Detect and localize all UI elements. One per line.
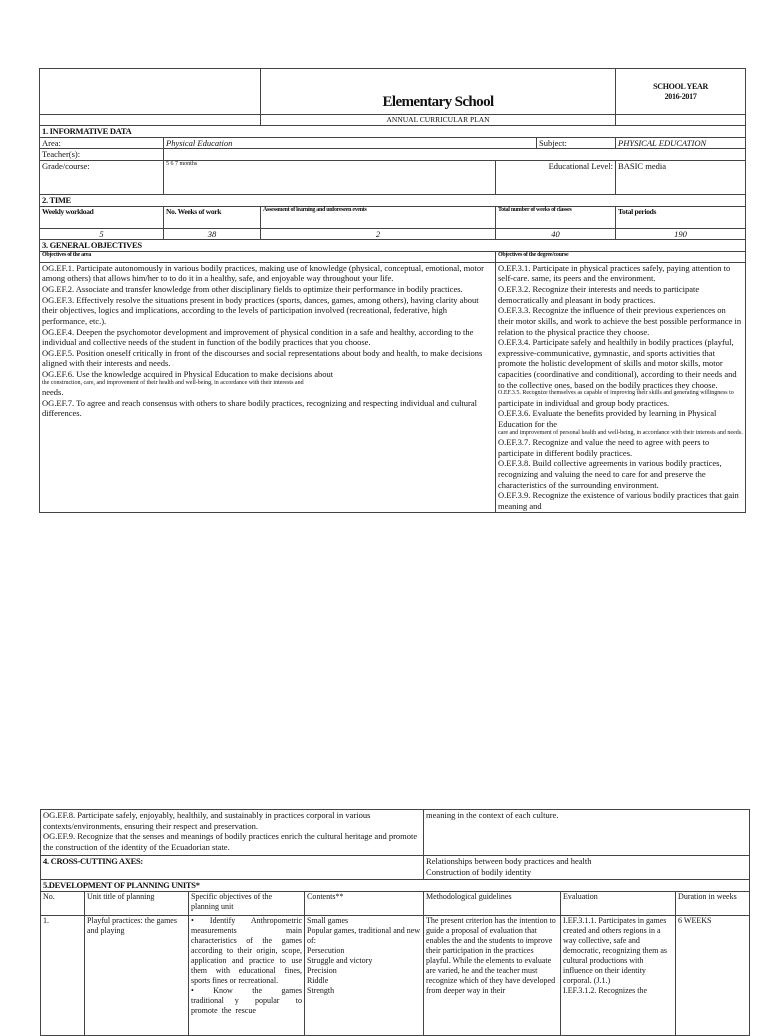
curricular-plan-continued: [40, 809, 750, 1036]
axis-item: Construction of bodily identity: [426, 866, 532, 877]
plan-title: ANNUAL CURRICULAR PLAN: [261, 115, 616, 126]
teacher-label: Teacher(s):: [40, 149, 164, 161]
course-objectives-header: Objectives of the degree/course: [496, 251, 746, 262]
dev-header-evaluation: Evaluation: [561, 891, 676, 915]
time-value-assessment: 2: [261, 228, 496, 240]
course-objective: O.EF.3.8. Build collective agreements in various bodily practices, recognizing and valuing the need to care for and preserve the characteristics of the surrounding environment.: [498, 458, 722, 490]
logo-cell: [40, 69, 261, 115]
cross-cutting-axes-list: [424, 856, 750, 880]
unit-duration: 6 WEEKS: [676, 915, 750, 1035]
time-title: 2. TIME: [40, 194, 746, 206]
course-objectives-list: [496, 262, 746, 512]
area-label: Area:: [40, 137, 164, 149]
area-objective: the construction, care, and improvement of their health and well-being, in accordance with their interests and: [42, 379, 304, 386]
dev-header-no: No.: [41, 891, 85, 915]
time-value-weekly: 5: [40, 228, 164, 240]
dev-header-guidelines: Methodological guidelines: [424, 891, 561, 915]
school-name: Elementary School: [261, 69, 616, 115]
area-objectives-header: Objectives of the area: [40, 251, 496, 262]
course-objective: O.EF.3.7. Recognize and value the need to agree with peers to participate in different bodily practices.: [498, 437, 710, 458]
time-value-total-weeks: 40: [496, 228, 616, 240]
area-objectives-list: [40, 262, 496, 512]
dev-header-objectives: Specific objectives of the planning unit: [189, 891, 305, 915]
time-header-weeks: No. Weeks of work: [164, 206, 261, 228]
time-value-weeks: 38: [164, 228, 261, 240]
time-header-periods: Total periods: [616, 206, 746, 228]
area-value: Physical Education: [164, 137, 537, 149]
curricular-plan-table: [39, 68, 746, 513]
content-item: Strength: [307, 985, 335, 995]
area-objective: OG.EF.4. Deepen the psychomotor development and improvement of physical condition in a safe and healthy, according to the individual and collective needs of the student in function of the bodily practices that you choose.: [42, 326, 474, 348]
unit-objectives: • Identify Anthropometric measurements main characteristics of the games according to their origin, scope, application and practice to use them with educational fines, sports fines or recreational. • Know the games traditional y popular to promote the rescue: [189, 915, 305, 1035]
subject-label: Subject:: [537, 137, 616, 149]
teacher-value: [164, 149, 746, 161]
course-objective: O.EF.3.9. Recognize the existence of various bodily practices that gain meaning and: [498, 490, 739, 511]
area-objective: OG.EF.3. Effectively resolve the situations present in body practices (sports, dances, games, among others), having clarity about their objectives, logics and implications, according to the levels of participation involved (recreational, federative, high performance, etc.).: [42, 294, 479, 326]
course-objective: meaning in the context of each culture.: [426, 810, 559, 820]
area-objective: OG.EF.8. Participate safely, enjoyably, healthily, and sustainably in practices corporal in various contexts/environments, ensuring their respect and preservation.: [43, 810, 371, 831]
unit-number: 1.: [41, 915, 85, 1035]
school-year: SCHOOL YEAR 2016-2017: [616, 69, 746, 115]
course-objective: care and improvement of personal health and well-being, in accordance with their interests and needs.: [498, 429, 743, 436]
document-page-2: [0, 808, 768, 1024]
course-objectives-continued: [424, 810, 750, 856]
subject-value: PHYSICAL EDUCATION: [616, 137, 746, 149]
grade-value: 5 6 7 months: [164, 160, 496, 194]
content-item: Struggle and victory: [307, 955, 373, 965]
time-header-total-weeks: Total number of weeks of classes: [496, 206, 616, 228]
informative-data-title: 1. INFORMATIVE DATA: [40, 126, 746, 138]
course-objective: O.EF.3.2. Recognize their interests and needs to participate democratically and pleasant in body practices.: [498, 284, 700, 305]
area-objective: OG.EF.6. Use the knowledge acquired in Physical Education to make decisions about: [42, 369, 334, 379]
dev-header-title: Unit title of planning: [85, 891, 189, 915]
area-objective: needs.: [42, 387, 64, 398]
content-item: Riddle: [307, 975, 329, 985]
content-item: Precision: [307, 965, 337, 975]
objectives-title: 3. GENERAL OBJECTIVES: [40, 240, 746, 252]
course-objective: O.EF.3.1. Participate in physical practices safely, paying attention to self-care. same, its peers and the environment.: [498, 262, 731, 284]
course-objective: O.EF.3.5. Recognize themselves as capable of improving their skills and generating willingness to: [498, 390, 734, 397]
document-page-1: [0, 0, 768, 511]
area-objective: OG.EF.5. Position oneself critically in front of the discourses and social representations about body and health, to make decisions aligned with their interests and needs.: [42, 347, 483, 369]
area-objective: OG.EF.7. To agree and reach consensus with others to share bodily practices, recognizing and respecting individual and cultural differences.: [42, 397, 478, 419]
area-objective: OG.EF.1. Participate autonomously in various bodily practices, making use of knowledge (physical, conceptual, emotional, motor among others) that allows him/her to to do it in a healthy, safe, and enjoyable way throughout your life.: [42, 262, 484, 284]
course-objective: O.EF.3.6. Evaluate the benefits provided by learning in Physical Education for the: [498, 408, 717, 429]
level-label: Educational Level:: [496, 160, 616, 194]
time-header-assessment: Assessment of learning and unforeseen events: [261, 206, 496, 228]
unit-evaluation: I.EF.3.1.1. Participates in games created and others regions in a way collective, safe and democratic, recognizing them as cultural productions with influence on their identity corporal. (J.1.) I.EF.3.1.2. Recognizes the: [561, 915, 676, 1035]
level-value: BASIC media: [616, 160, 746, 194]
axis-item: Relationships between body practices and health: [426, 856, 592, 866]
area-objective: OG.EF.9. Recognize that the senses and meanings of bodily practices enrich the cultural heritage and promote the construction of the identity of the Ecuadorian state.: [43, 831, 418, 852]
content-item: Persecution: [307, 945, 345, 955]
development-title: 5.DEVELOPMENT OF PLANNING UNITS*: [41, 880, 750, 892]
dev-header-duration: Duration in weeks: [676, 891, 750, 915]
time-header-weekly: Weekly workload: [40, 206, 164, 228]
grade-label: Grade/course:: [40, 160, 164, 194]
course-objective: O.EF.3.4. Participate safely and healthily in bodily practices (playful, expressive-communicative, gymnastic, and sports activities that promote the holistic development of skills and motor skills, motor capacities (coordinative and conditional), according to their needs and to the collective ones, based on the bodily practices they choose.: [498, 337, 737, 390]
unit-title: Playful practices: the games and playing: [85, 915, 189, 1035]
content-item: Small games: [307, 915, 349, 925]
area-objectives-continued: [41, 810, 424, 856]
course-objective: O.EF.3.3. Recognize the influence of their previous experiences on their motor skills, and work to achieve the best possible performance in relation to the physical practice they choose.: [498, 305, 742, 337]
content-item: Popular games, traditional and new of:: [307, 925, 421, 945]
area-objective: OG.EF.2. Associate and transfer knowledge from other disciplinary fields to optimize their performance in bodily practices.: [42, 284, 463, 294]
dev-header-contents: Contents**: [305, 891, 424, 915]
course-objective: participate in individual and group body practices.: [498, 397, 670, 408]
time-value-periods: 190: [616, 228, 746, 240]
unit-contents: [305, 915, 424, 1035]
cross-cutting-axes-title: 4. CROSS-CUTTING AXES:: [41, 856, 424, 880]
unit-guidelines: The present criterion has the intention to guide a proposal of evaluation that enables the and the students to improve their participation in the practices playful. While the elements to evaluate are varied, he and the teacher must recognize which of they have developed from deeper way in their: [424, 915, 561, 1035]
